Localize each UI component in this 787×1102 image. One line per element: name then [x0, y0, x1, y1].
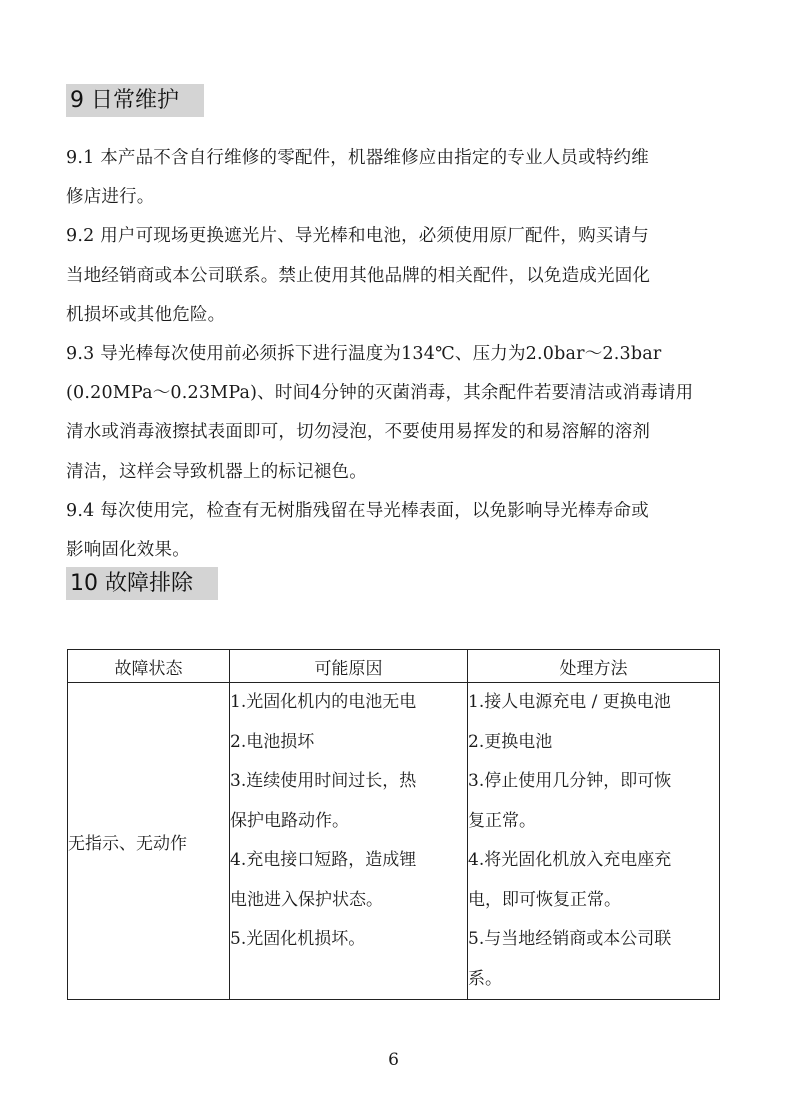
solution-line: 电，即可恢复正常。 [468, 889, 621, 910]
paragraph-line: 清洁，这样会导致机器上的标记褪色。 [66, 461, 367, 482]
fault-state-cell: 无指示、无动作 [68, 683, 230, 1000]
paragraph-line: 清水或消毒液擦拭表面即可，切勿浸泡，不要使用易挥发的和易溶解的溶剂 [66, 422, 651, 443]
solution-line: 5.与当地经销商或本公司联 [468, 929, 672, 949]
paragraph-line: 当地经销商或本公司联系。禁止使用其他品牌的相关配件，以免造成光固化 [66, 265, 651, 286]
paragraph-9-1 [66, 139, 726, 217]
page-number: 6 [388, 1050, 399, 1070]
solution-line: 复正常。 [468, 810, 536, 831]
maintenance-paragraphs [66, 139, 726, 570]
solution-line: 2.更换电池 [468, 731, 553, 752]
troubleshooting-table [67, 649, 720, 1000]
header-solution: 处理方法 [468, 650, 720, 683]
paragraph-9-4 [66, 492, 726, 570]
section-10-heading: 10 故障排除 [66, 567, 218, 600]
paragraph-line: (0.20MPa～0.23MPa)、时间4分钟的灭菌消毒，其余配件若要清洁或消毒请用 [66, 383, 694, 404]
solution-line: 4.将光固化机放入充电座充 [468, 850, 672, 870]
cause-line: 3.连续使用时间过长，热 [230, 771, 417, 791]
header-fault-state: 故障状态 [68, 650, 230, 683]
paragraph-line: 修店进行。 [66, 187, 155, 208]
table-header-row [68, 650, 720, 683]
paragraph-line: 9.2 用户可现场更换遮光片、导光棒和电池，必须使用原厂配件，购买请与 [66, 226, 649, 247]
possible-cause-cell [230, 683, 468, 1000]
section-9-heading: 9 日常维护 [66, 84, 204, 117]
paragraph-line: 9.4 每次使用完，检查有无树脂残留在导光棒表面，以免影响导光棒寿命或 [66, 500, 649, 521]
paragraph-line: 机损坏或其他危险。 [66, 304, 226, 325]
cause-line: 1.光固化机内的电池无电 [230, 692, 417, 712]
paragraph-line: 影响固化效果。 [66, 540, 190, 561]
header-possible-cause: 可能原因 [230, 650, 468, 683]
paragraph-line: 9.3 导光棒每次使用前必须拆下进行温度为134℃、压力为2.0bar～2.3bar [66, 344, 662, 365]
solution-line: 3.停止使用几分钟，即可恢 [468, 771, 672, 791]
cause-line: 电池进入保护状态。 [230, 889, 383, 910]
paragraph-9-3 [66, 335, 726, 492]
cause-line: 4.充电接口短路，造成锂 [230, 850, 417, 870]
solution-cell [468, 683, 720, 1000]
table-row [68, 683, 720, 1000]
solution-line: 系。 [468, 968, 502, 989]
solution-line: 1.接人电源充电 / 更换电池 [468, 692, 671, 712]
cause-line: 5.光固化机损坏。 [230, 929, 366, 949]
cause-line: 保护电路动作。 [230, 810, 349, 831]
paragraph-line: 9.1 本产品不含自行维修的零配件，机器维修应由指定的专业人员或特约维 [66, 148, 649, 168]
cause-line: 2.电池损坏 [230, 731, 315, 752]
paragraph-9-2 [66, 217, 726, 335]
